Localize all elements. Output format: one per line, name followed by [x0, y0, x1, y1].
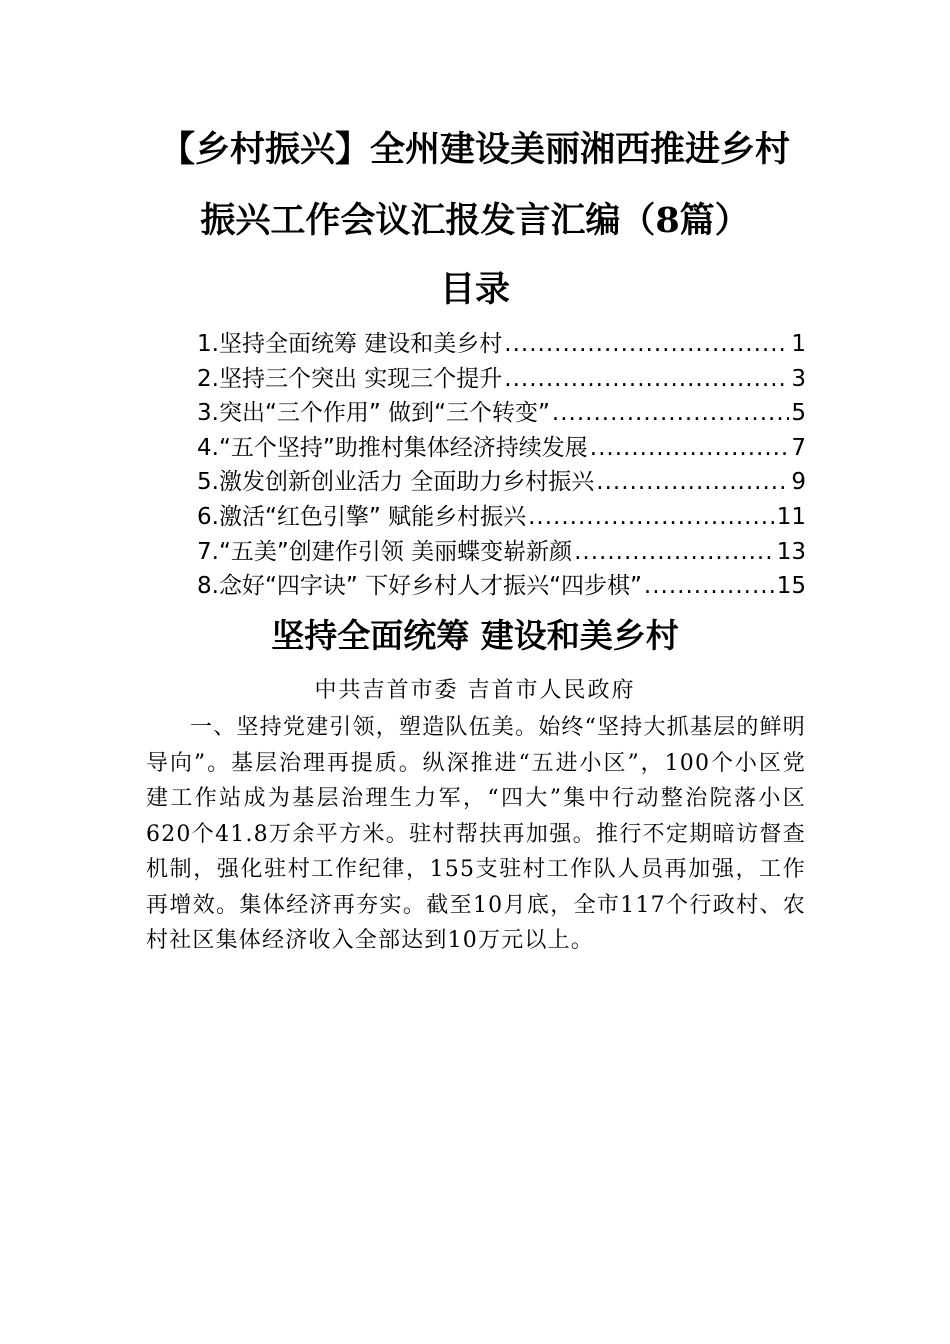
toc-item-page: 7 [791, 434, 806, 461]
toc-leader-dots [590, 431, 790, 466]
toc-item[interactable] [197, 569, 806, 604]
toc-item-page: 13 [776, 538, 806, 565]
toc-item-page: 9 [791, 469, 806, 496]
toc-item-page: 15 [776, 573, 806, 600]
toc-item[interactable] [197, 327, 806, 362]
toc-item[interactable] [197, 535, 806, 570]
section-title: 坚持全面统筹 建设和美乡村 [271, 616, 679, 655]
toc-item-title: 7.“五美”创建作引领 美丽蝶变崭新颜 [197, 538, 573, 565]
body-paragraph: 一、坚持党建引领，塑造队伍美。始终“坚持大抓基层的鲜明导向”。基层治理再提质。纵深推进“五进小区”，100个小区党建工作站成为基层治理生力军，“四大”集中行动整治院落小区620个41.8万余平方米。驻村帮扶再加强。推行不定期暗访督查机制，强化驻村工作纪律，155支驻村工作队人员再加强，工作再增效。集体经济再夯实。截至10月底，全市117个行政村、农村社区集体经济收入全部达到10万元以上。 [146, 715, 806, 953]
toc-heading: 目录 [439, 269, 510, 310]
toc-item-title: 5.激发创新创业活力 全面助力乡村振兴 [197, 469, 595, 496]
toc-item[interactable] [197, 465, 806, 500]
toc-item[interactable] [197, 500, 806, 535]
table-of-contents [197, 327, 806, 604]
toc-leader-dots [596, 465, 789, 500]
toc-item[interactable] [197, 431, 806, 466]
document-title-line-2: 振兴工作会议汇报发言汇编（8篇） [200, 200, 750, 241]
toc-item-title: 3.突出“三个作用” 做到“三个转变” [197, 400, 550, 427]
toc-leader-dots [504, 362, 789, 397]
document-title-line-1: 【乡村振兴】全州建设美丽湘西推进乡村 [159, 129, 790, 170]
toc-leader-dots [528, 500, 775, 535]
toc-item-title: 2.坚持三个突出 实现三个提升 [197, 365, 503, 392]
toc-item-page: 1 [791, 331, 806, 357]
toc-item-title: 4.“五个坚持”助推村集体经济持续发展 [197, 434, 588, 461]
toc-item-page: 11 [776, 503, 806, 530]
toc-item-title: 6.激活“红色引擎” 赋能乡村振兴 [197, 503, 527, 530]
toc-item-page: 5 [791, 400, 806, 427]
toc-item[interactable] [197, 362, 806, 397]
toc-leader-dots [552, 396, 789, 431]
toc-item-page: 3 [791, 365, 806, 392]
toc-leader-dots [644, 569, 775, 604]
toc-item[interactable] [197, 396, 806, 431]
toc-leader-dots [504, 327, 789, 362]
section-author: 中共吉首市委 吉首市人民政府 [314, 678, 636, 703]
toc-item-title: 8.念好“四字诀” 下好乡村人才振兴“四步棋” [197, 573, 642, 600]
toc-item-title: 1.坚持全面统筹 建设和美乡村 [197, 331, 503, 357]
toc-leader-dots [574, 535, 775, 570]
